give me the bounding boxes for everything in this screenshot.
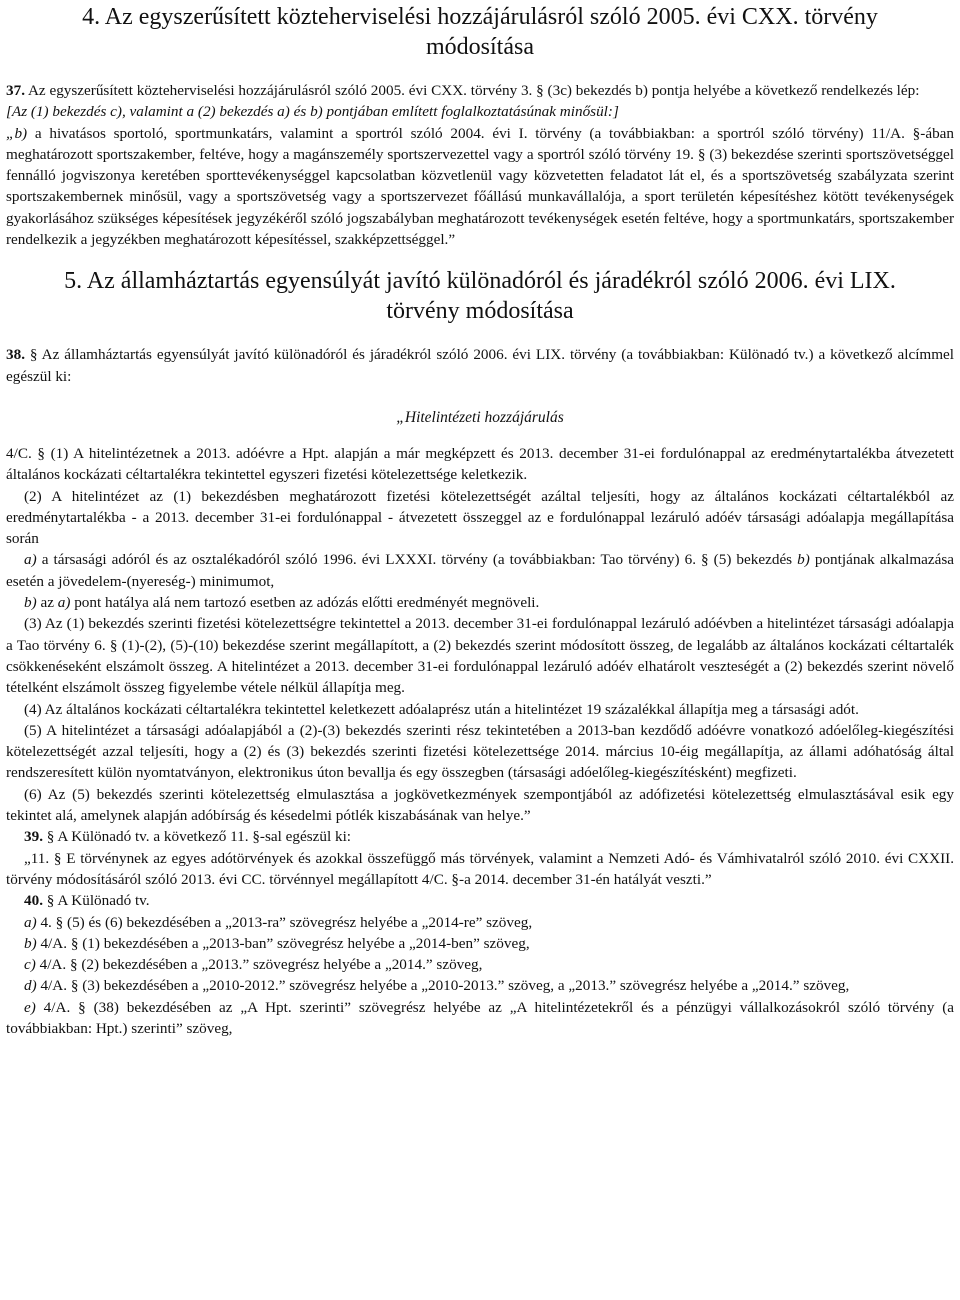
section-5-heading — [6, 266, 954, 326]
paragraph-40-c-text: 4/A. § (2) bekezdésében a „2013.” szövegrész helyébe a „2014.” szöveg, — [35, 956, 483, 974]
paragraph-37-point-b — [6, 123, 954, 251]
paragraph-40-c — [6, 954, 954, 975]
paragraph-37-point-b-label: „b) — [6, 124, 28, 142]
paragraph-40-d-label: d) — [24, 977, 37, 995]
paragraph-40-text: § A Különadó tv. — [42, 892, 150, 910]
paragraph-4c-2-b-ref: a) — [57, 594, 71, 612]
paragraph-40-b-label: b) — [24, 934, 37, 952]
section-4-title-line1: 4. Az egyszerűsített közteherviselési hozzájárulásról szóló 2005. évi CXX. törvény — [82, 4, 878, 30]
paragraph-40-a-text: 4. § (5) és (6) bekezdésében a „2013-ra” szövegrész helyébe a „2014-re” szöveg, — [36, 913, 533, 931]
paragraph-4c-2-a-ref: b) — [797, 551, 810, 569]
paragraph-4c-3: (3) Az (1) bekezdés szerinti fizetési kötelezettségre tekintettel a 2013. december 31-ei fordulónappal lezáruló adóévben a hitelintézet társasági adóalapja a Tao törvény 6. § (1)-(2), (5)-(10) bekezdése szerint megállapított, a (2) bekezdés szerint módosított összeg, de legalább az általános kockázati céltartalék csökkenéseként elszámolt összeg. A hitelintézet a 2013. december 31-ei fordulónappal lezáruló adóév elhatárolt veszteségét a (2) bekezdés szerint növelő tételként elszámolt összeg figyelembe vétele nélkül állapítja meg. — [6, 615, 954, 697]
paragraph-39-text: § A Különadó tv. a következő 11. §-sal egészül ki: — [42, 828, 352, 846]
section-4-title-line2: módosítása — [426, 34, 534, 60]
section-5-title-line1: 5. Az államháztartás egyensúlyát javító különadóról és járadékról szóló 2006. évi LIX. — [64, 268, 896, 295]
paragraph-40-e — [6, 997, 954, 1040]
paragraph-40-d — [6, 975, 954, 996]
paragraph-40-e-text: 4/A. § (38) bekezdésében az „A Hpt. szerinti” szövegrész helyébe az „A hitelintézetekről és a pénzügyi vállalkozásokról szóló törvény (a továbbiakban: Hpt.) szerinti” szöveg, — [6, 998, 954, 1037]
subsection-title: „Hitelintézeti hozzájárulás — [396, 408, 564, 426]
paragraph-40-a-label: a) — [24, 913, 37, 931]
paragraph-39-number: 39. — [24, 828, 43, 846]
paragraph-39 — [6, 826, 954, 847]
paragraph-4c-2-a-label: a) — [24, 551, 37, 569]
paragraph-37-number: 37. — [6, 82, 25, 99]
paragraph-4c-6: (6) Az (5) bekezdés szerinti kötelezettség elmulasztása a jogkövetkezmények szempontjából az adófizetési kötelezettség elmulasztásával esik egy tekintet alá, amelynek alapján adóbírság és késedelmi pótlék kiszabásának van helye.” — [6, 785, 954, 825]
paragraph-4c-2-b-label: b) — [24, 594, 37, 612]
paragraph-40-b — [6, 933, 954, 954]
paragraph-4c-1: 4/C. § (1) A hitelintézetnek a 2013. adóévre a Hpt. alapján a már megképzett és 2013. december 31-ei fordulónappal az eredménytartalékba átvezetett általános kockázati céltartalékra tekintettel egyszeri fizetési kötelezettsége keletkezik. — [6, 444, 954, 484]
paragraph-37-bracket — [6, 101, 954, 122]
paragraph-11: „11. § E törvénynek az egyes adótörvények és azokkal összefüggő más törvények, valamint a Nemzeti Adó- és Vámhivatalról szóló 2010. évi CXXII. törvény módosításáról szóló 2013. évi CC. törvénnyel megállapított 4/C. §-a 2014. december 31-én hatályát veszti.” — [6, 849, 954, 888]
paragraph-38-text: § Az államháztartás egyensúlyát javító különadóról és járadékról szóló 2006. évi LIX. törvény (a továbbiakban: Különadó tv.) a következő alcímmel egészül ki: — [6, 346, 954, 385]
paragraph-4c-2-b-mid: az — [36, 594, 58, 612]
paragraph-40-number: 40. — [24, 892, 43, 910]
paragraph-38-number: 38. — [6, 346, 25, 364]
paragraph-40-d-text: 4/A. § (3) bekezdésében a „2010-2012.” szövegrész helyébe a „2010-2013.” szöveg, a „2013.” szövegrész helyébe a „2014.” szöveg, — [36, 977, 850, 995]
paragraph-40 — [6, 890, 954, 911]
paragraph-37 — [6, 80, 954, 101]
paragraph-40-b-text: 4/A. § (1) bekezdésében a „2013-ban” szövegrész helyébe a „2014-ben” szöveg, — [36, 934, 530, 952]
paragraph-37-bracket-text: [Az (1) bekezdés c), valamint a (2) bekezdés a) és b) pontjában említett foglalkoztatásúnak minősül:] — [6, 103, 619, 121]
paragraph-4c-2-a-text: a társasági adóról és az osztalékadóról szóló 1996. évi LXXXI. törvény (a továbbiakban: Tao törvény) 6. § (5) bekezdés — [36, 551, 798, 569]
paragraph-37-text: Az egyszerűsített közteherviselési hozzájárulásról szóló 2005. évi CXX. törvény 3. § (3c) bekezdés b) pontja helyébe a következő rendelkezés lép: — [24, 82, 920, 99]
section-4-heading — [6, 0, 954, 62]
paragraph-4c-2-b-text: pont hatálya alá nem tartozó esetben az adózás előtti eredményét megnöveli. — [70, 594, 540, 612]
paragraph-4c-2-a-tail: pontjának alkalmazása esetén a jövedelem-(nyereség-) minimumot, — [6, 551, 955, 590]
paragraph-4c-2: (2) A hitelintézet az (1) bekezdésben meghatározott fizetési kötelezettségét azáltal teljesíti, hogy az általános kockázati céltartalékból az eredménytartalékba - a 2013. december 31-ei fordulónappal - átvezetett összeggel az e fordulónappal lezáruló adóév társasági adóalapja megállapítása során — [6, 487, 954, 548]
paragraph-37-point-b-text: a hivatásos sportoló, sportmunkatárs, valamint a sportról szóló 2004. évi I. törvény (a továbbiakban: a sportról szóló törvény) 11/A. §-ában meghatározott sportszakember, feltéve, hogy a magánszemély sportszervezettel vagy a sportról szóló törvény 19. § (3) bekezdése szerinti sportszövetséggel fennálló jogviszonya keretében sporttevékenységgel kapcsolatban közvetlenül vagy közvetetten feladatot lát el, és a sportszövetség szabályzata szerint sportszakembernek minősül, vagy a sportszövetség vagy a sportszervezet főállású munkavállalója, a sport területén képesítéshez kötött tevékenységek gyakorlásához szükséges képesítések jegyzékéről szóló jogszabályban meghatározott tevékenységek esetén feltéve, hogy a sportmunkatárs, sportszakember rendelkezik a jegyzékben meghatározott képesítéssel, szakképzettséggel.” — [6, 124, 954, 249]
paragraph-40-c-label: c) — [24, 956, 36, 974]
paragraph-4c-4: (4) Az általános kockázati céltartalékra tekintettel keletkezett adóalaprész után a hitelintézet 19 százalékkal állapítja meg a társasági adót. — [24, 700, 859, 718]
paragraph-4c-2-b — [6, 592, 954, 613]
paragraph-40-a — [6, 912, 954, 933]
paragraph-38 — [6, 344, 954, 387]
section-5-title-line2: törvény módosítása — [386, 298, 574, 325]
paragraph-40-e-label: e) — [24, 998, 36, 1016]
paragraph-4c-5: (5) A hitelintézet a társasági adóalapjából a (2)-(3) bekezdés szerinti rész tekintetében a 2013-ban kezdődő adóévre vonatkozó adóelőleg-kiegészítési kötelezettségét azzal teljesíti, hogy a (2) és (3) bekezdés szerinti fizetési kötelezettsége 2014. március 10-éig megállapítja, az állami adóhatóság által rendszeresített külön nyomtatványon, elektronikus úton bevallja és egy összegben (társasági adóelőleg-kiegészítésként) megfizeti. — [6, 721, 954, 782]
paragraph-4c-2-a — [6, 549, 954, 592]
